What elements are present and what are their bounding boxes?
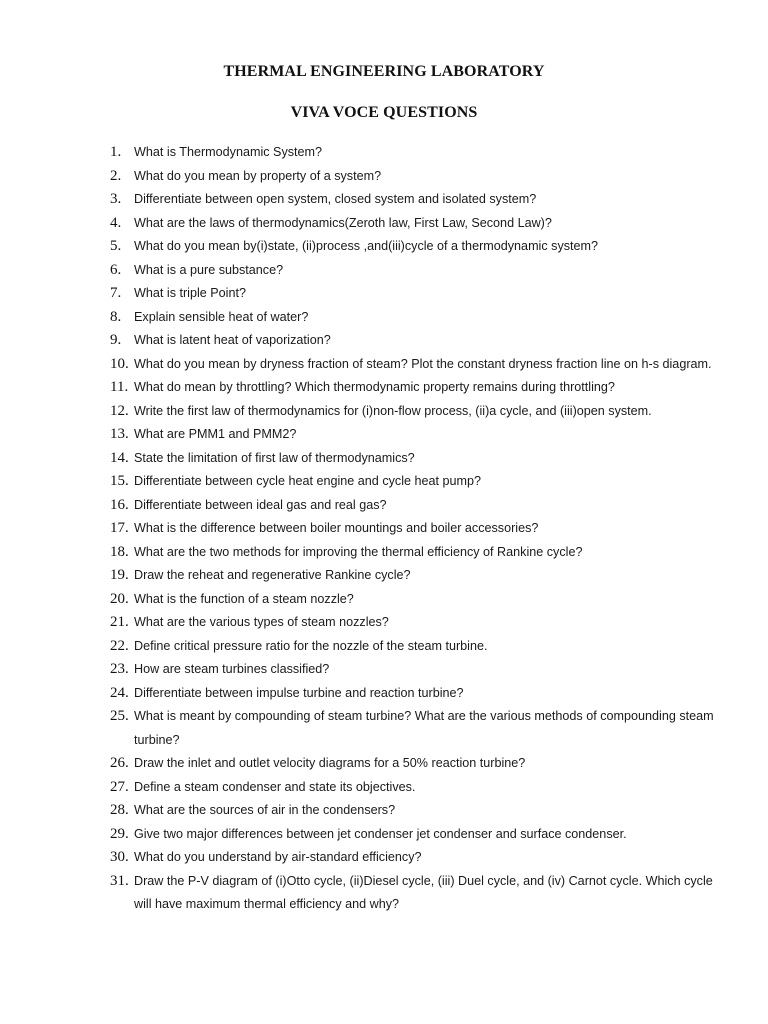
question-number: 25. bbox=[110, 708, 129, 724]
question-item bbox=[110, 353, 720, 377]
question-text: Draw the P-V diagram of (i)Otto cycle, (ii)Diesel cycle, (iii) Duel cycle, and (iv) Carnot cycle. Which cycle will have maximum thermal efficiency and why? bbox=[134, 873, 713, 911]
question-text: What are the laws of thermodynamics(Zeroth law, First Law, Second Law)? bbox=[134, 215, 552, 230]
question-item bbox=[110, 705, 720, 752]
question-text: Differentiate between open system, closed system and isolated system? bbox=[134, 192, 537, 206]
question-number: 26. bbox=[110, 755, 129, 771]
question-text: What is triple Point? bbox=[134, 286, 246, 300]
question-item bbox=[110, 259, 720, 283]
question-number: 8. bbox=[110, 308, 122, 325]
question-number: 12. bbox=[110, 402, 129, 419]
question-list bbox=[110, 141, 720, 917]
question-text: What is the function of a steam nozzle? bbox=[134, 591, 354, 606]
question-text: What is the difference between boiler mountings and boiler accessories? bbox=[134, 521, 539, 535]
question-item bbox=[110, 282, 720, 306]
question-item bbox=[110, 541, 720, 565]
question-text: What do you mean by dryness fraction of steam? Plot the constant dryness fraction line on h-s diagram. bbox=[134, 356, 712, 371]
question-item bbox=[110, 846, 720, 870]
question-number: 2. bbox=[110, 167, 122, 184]
question-item bbox=[110, 870, 720, 917]
question-item bbox=[110, 141, 720, 165]
question-number: 27. bbox=[110, 778, 129, 795]
question-item bbox=[110, 470, 720, 494]
question-number: 14. bbox=[110, 449, 129, 466]
question-number: 5. bbox=[110, 238, 122, 254]
question-text: What are PMM1 and PMM2? bbox=[134, 427, 297, 441]
question-item bbox=[110, 165, 720, 189]
question-item bbox=[110, 376, 720, 400]
question-text: What do you mean by(i)state, (ii)process ,and(iii)cycle of a thermodynamic system? bbox=[134, 239, 599, 253]
question-number: 15. bbox=[110, 473, 129, 489]
question-number: 7. bbox=[110, 285, 122, 301]
question-text: What do mean by throttling? Which thermodynamic property remains during throttling? bbox=[134, 380, 615, 394]
question-text: How are steam turbines classified? bbox=[134, 662, 330, 676]
question-number: 10. bbox=[110, 355, 129, 372]
question-item bbox=[110, 235, 720, 259]
question-number: 9. bbox=[110, 332, 122, 348]
question-item bbox=[110, 329, 720, 353]
question-number: 13. bbox=[110, 426, 129, 442]
question-text: Differentiate between impulse turbine and reaction turbine? bbox=[134, 685, 464, 700]
question-number: 31. bbox=[110, 872, 129, 889]
question-number: 6. bbox=[110, 261, 122, 278]
question-number: 16. bbox=[110, 496, 129, 513]
question-item bbox=[110, 564, 720, 588]
question-number: 19. bbox=[110, 567, 129, 583]
question-text: Differentiate between cycle heat engine and cycle heat pump? bbox=[134, 474, 482, 488]
question-number: 28. bbox=[110, 802, 129, 818]
question-number: 30. bbox=[110, 849, 129, 865]
question-text: What are the sources of air in the condensers? bbox=[134, 803, 396, 817]
question-number: 24. bbox=[110, 684, 129, 701]
question-item bbox=[110, 447, 720, 471]
question-text: Define a steam condenser and state its objectives. bbox=[134, 779, 416, 794]
question-item bbox=[110, 588, 720, 612]
question-text: Define critical pressure ratio for the nozzle of the steam turbine. bbox=[134, 638, 488, 653]
question-number: 17. bbox=[110, 520, 129, 536]
question-text: What do you mean by property of a system? bbox=[134, 168, 382, 183]
question-text: What are the various types of steam nozzles? bbox=[134, 615, 389, 629]
question-text: What is meant by compounding of steam turbine? What are the various methods of compounding steam turbine? bbox=[134, 709, 714, 747]
question-item bbox=[110, 611, 720, 635]
question-number: 22. bbox=[110, 637, 129, 654]
question-item bbox=[110, 400, 720, 424]
question-item bbox=[110, 635, 720, 659]
question-item bbox=[110, 306, 720, 330]
question-item bbox=[110, 658, 720, 682]
question-text: Draw the reheat and regenerative Rankine cycle? bbox=[134, 568, 411, 582]
question-item bbox=[110, 423, 720, 447]
question-number: 18. bbox=[110, 543, 129, 560]
question-number: 29. bbox=[110, 825, 129, 842]
question-number: 3. bbox=[110, 191, 122, 207]
question-number: 20. bbox=[110, 590, 129, 607]
question-text: Differentiate between ideal gas and real gas? bbox=[134, 497, 387, 512]
question-text: Give two major differences between jet condenser jet condenser and surface condenser. bbox=[134, 826, 627, 841]
question-item bbox=[110, 517, 720, 541]
question-text: What is a pure substance? bbox=[134, 262, 284, 277]
question-item bbox=[110, 776, 720, 800]
question-text: What do you understand by air-standard efficiency? bbox=[134, 850, 422, 864]
question-number: 23. bbox=[110, 661, 129, 677]
question-number: 4. bbox=[110, 214, 122, 231]
question-text: State the limitation of first law of thermodynamics? bbox=[134, 450, 415, 465]
document-subtitle: VIVA VOCE QUESTIONS bbox=[290, 104, 478, 121]
question-text: Write the first law of thermodynamics for (i)non-flow process, (ii)a cycle, and (iii)open system. bbox=[134, 403, 652, 418]
question-item bbox=[110, 799, 720, 823]
question-number: 11. bbox=[110, 379, 129, 395]
question-number: 21. bbox=[110, 614, 129, 630]
question-text: What are the two methods for improving the thermal efficiency of Rankine cycle? bbox=[134, 544, 583, 559]
question-item bbox=[110, 823, 720, 847]
question-text: What is Thermodynamic System? bbox=[134, 145, 323, 159]
question-text: What is latent heat of vaporization? bbox=[134, 333, 331, 347]
question-text: Draw the inlet and outlet velocity diagrams for a 50% reaction turbine? bbox=[134, 756, 526, 770]
question-item bbox=[110, 212, 720, 236]
question-item bbox=[110, 682, 720, 706]
question-number: 1. bbox=[110, 144, 122, 160]
question-item bbox=[110, 188, 720, 212]
question-item bbox=[110, 494, 720, 518]
document-title: THERMAL ENGINEERING LABORATORY bbox=[223, 63, 545, 80]
question-item bbox=[110, 752, 720, 776]
question-text: Explain sensible heat of water? bbox=[134, 309, 309, 324]
